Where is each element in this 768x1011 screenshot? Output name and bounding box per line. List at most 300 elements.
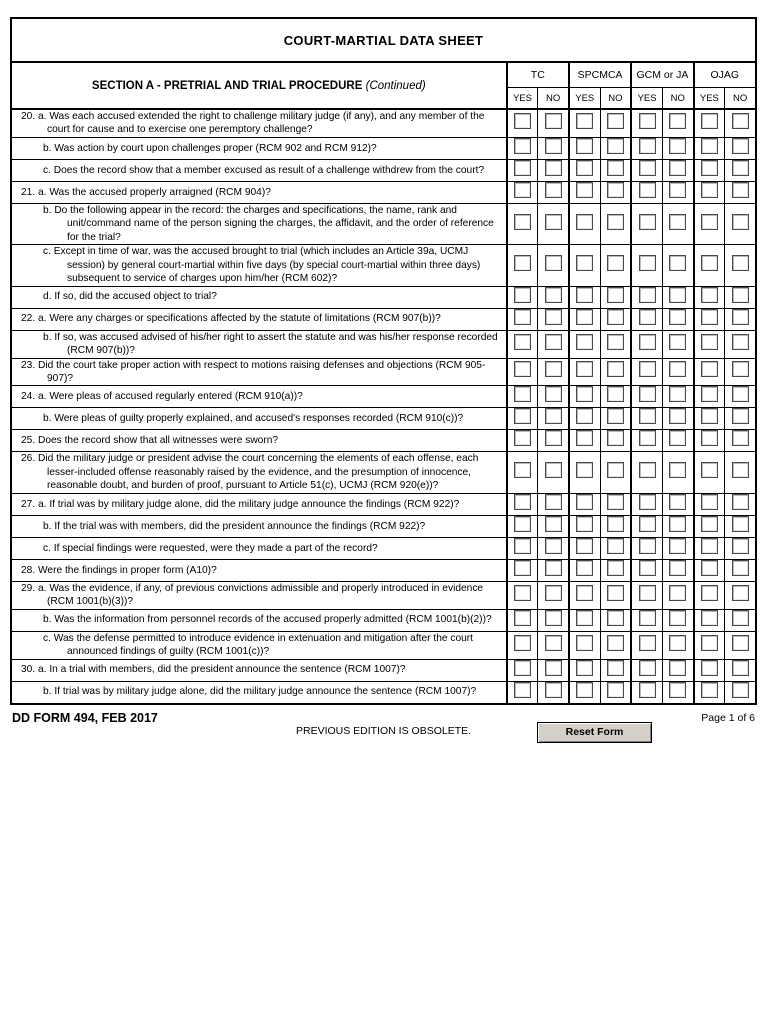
checkbox-cell-ojag-yes[interactable] xyxy=(694,408,725,430)
checkbox-ojag-yes[interactable] xyxy=(701,516,718,532)
checkbox-cell-gcm-or-ja-no[interactable] xyxy=(662,109,693,137)
checkbox-spcmca-yes[interactable] xyxy=(576,214,593,230)
checkbox-tc-yes[interactable] xyxy=(514,255,531,271)
checkbox-cell-spcmca-yes[interactable] xyxy=(569,159,600,181)
checkbox-tc-yes[interactable] xyxy=(514,361,531,377)
checkbox-cell-gcm-or-ja-no[interactable] xyxy=(662,493,693,515)
checkbox-spcmca-yes[interactable] xyxy=(576,610,593,626)
checkbox-spcmca-yes[interactable] xyxy=(576,386,593,402)
checkbox-gcm-or-ja-yes[interactable] xyxy=(639,386,656,402)
checkbox-gcm-or-ja-no[interactable] xyxy=(669,538,686,554)
checkbox-tc-yes[interactable] xyxy=(514,430,531,446)
checkbox-cell-spcmca-no[interactable] xyxy=(600,308,631,330)
checkbox-ojag-no[interactable] xyxy=(732,309,749,325)
checkbox-gcm-or-ja-yes[interactable] xyxy=(639,138,656,154)
checkbox-gcm-or-ja-no[interactable] xyxy=(669,408,686,424)
checkbox-cell-spcmca-no[interactable] xyxy=(600,137,631,159)
checkbox-cell-ojag-no[interactable] xyxy=(725,408,756,430)
checkbox-cell-ojag-no[interactable] xyxy=(725,286,756,308)
checkbox-spcmca-no[interactable] xyxy=(607,660,624,676)
checkbox-gcm-or-ja-no[interactable] xyxy=(669,214,686,230)
checkbox-cell-tc-yes[interactable] xyxy=(507,181,538,203)
checkbox-cell-ojag-no[interactable] xyxy=(725,452,756,493)
checkbox-cell-tc-no[interactable] xyxy=(538,430,569,452)
checkbox-cell-ojag-yes[interactable] xyxy=(694,308,725,330)
checkbox-cell-tc-no[interactable] xyxy=(538,631,569,659)
checkbox-spcmca-no[interactable] xyxy=(607,182,624,198)
checkbox-spcmca-yes[interactable] xyxy=(576,635,593,651)
checkbox-cell-tc-no[interactable] xyxy=(538,386,569,408)
checkbox-cell-tc-no[interactable] xyxy=(538,245,569,286)
checkbox-gcm-or-ja-no[interactable] xyxy=(669,635,686,651)
checkbox-spcmca-no[interactable] xyxy=(607,386,624,402)
checkbox-tc-yes[interactable] xyxy=(514,138,531,154)
checkbox-tc-no[interactable] xyxy=(545,462,562,478)
checkbox-cell-spcmca-no[interactable] xyxy=(600,203,631,244)
checkbox-ojag-yes[interactable] xyxy=(701,610,718,626)
checkbox-tc-no[interactable] xyxy=(545,309,562,325)
checkbox-cell-tc-no[interactable] xyxy=(538,452,569,493)
checkbox-cell-gcm-or-ja-yes[interactable] xyxy=(631,609,662,631)
checkbox-cell-tc-yes[interactable] xyxy=(507,493,538,515)
checkbox-ojag-no[interactable] xyxy=(732,334,749,350)
checkbox-cell-tc-yes[interactable] xyxy=(507,452,538,493)
checkbox-cell-gcm-or-ja-no[interactable] xyxy=(662,358,693,386)
checkbox-ojag-yes[interactable] xyxy=(701,635,718,651)
checkbox-cell-tc-yes[interactable] xyxy=(507,408,538,430)
checkbox-ojag-yes[interactable] xyxy=(701,408,718,424)
checkbox-cell-gcm-or-ja-no[interactable] xyxy=(662,330,693,358)
checkbox-cell-ojag-no[interactable] xyxy=(725,386,756,408)
checkbox-ojag-yes[interactable] xyxy=(701,361,718,377)
checkbox-cell-ojag-no[interactable] xyxy=(725,659,756,681)
checkbox-cell-gcm-or-ja-no[interactable] xyxy=(662,659,693,681)
checkbox-ojag-yes[interactable] xyxy=(701,113,718,129)
checkbox-tc-yes[interactable] xyxy=(514,660,531,676)
checkbox-tc-no[interactable] xyxy=(545,560,562,576)
checkbox-tc-no[interactable] xyxy=(545,682,562,698)
checkbox-cell-spcmca-yes[interactable] xyxy=(569,308,600,330)
checkbox-spcmca-yes[interactable] xyxy=(576,138,593,154)
checkbox-cell-gcm-or-ja-no[interactable] xyxy=(662,408,693,430)
checkbox-cell-tc-no[interactable] xyxy=(538,181,569,203)
checkbox-ojag-yes[interactable] xyxy=(701,430,718,446)
checkbox-cell-gcm-or-ja-no[interactable] xyxy=(662,537,693,559)
checkbox-spcmca-no[interactable] xyxy=(607,160,624,176)
checkbox-cell-spcmca-yes[interactable] xyxy=(569,181,600,203)
checkbox-spcmca-no[interactable] xyxy=(607,113,624,129)
checkbox-cell-spcmca-yes[interactable] xyxy=(569,245,600,286)
checkbox-cell-ojag-no[interactable] xyxy=(725,493,756,515)
checkbox-cell-gcm-or-ja-yes[interactable] xyxy=(631,408,662,430)
checkbox-tc-yes[interactable] xyxy=(514,516,531,532)
checkbox-cell-gcm-or-ja-yes[interactable] xyxy=(631,286,662,308)
checkbox-cell-spcmca-yes[interactable] xyxy=(569,631,600,659)
checkbox-tc-no[interactable] xyxy=(545,408,562,424)
checkbox-ojag-no[interactable] xyxy=(732,138,749,154)
checkbox-gcm-or-ja-no[interactable] xyxy=(669,361,686,377)
checkbox-cell-gcm-or-ja-no[interactable] xyxy=(662,159,693,181)
checkbox-cell-spcmca-yes[interactable] xyxy=(569,286,600,308)
checkbox-cell-ojag-yes[interactable] xyxy=(694,386,725,408)
checkbox-cell-tc-yes[interactable] xyxy=(507,581,538,609)
checkbox-tc-yes[interactable] xyxy=(514,309,531,325)
checkbox-spcmca-no[interactable] xyxy=(607,682,624,698)
checkbox-gcm-or-ja-yes[interactable] xyxy=(639,494,656,510)
checkbox-tc-no[interactable] xyxy=(545,585,562,601)
checkbox-tc-no[interactable] xyxy=(545,610,562,626)
checkbox-gcm-or-ja-yes[interactable] xyxy=(639,516,656,532)
checkbox-cell-ojag-no[interactable] xyxy=(725,137,756,159)
checkbox-ojag-no[interactable] xyxy=(732,585,749,601)
checkbox-cell-ojag-yes[interactable] xyxy=(694,181,725,203)
checkbox-gcm-or-ja-no[interactable] xyxy=(669,560,686,576)
checkbox-ojag-no[interactable] xyxy=(732,408,749,424)
checkbox-spcmca-no[interactable] xyxy=(607,635,624,651)
checkbox-cell-tc-yes[interactable] xyxy=(507,330,538,358)
checkbox-cell-tc-yes[interactable] xyxy=(507,559,538,581)
checkbox-gcm-or-ja-yes[interactable] xyxy=(639,560,656,576)
checkbox-ojag-no[interactable] xyxy=(732,113,749,129)
checkbox-cell-ojag-yes[interactable] xyxy=(694,109,725,137)
checkbox-gcm-or-ja-yes[interactable] xyxy=(639,160,656,176)
checkbox-tc-yes[interactable] xyxy=(514,462,531,478)
checkbox-spcmca-no[interactable] xyxy=(607,361,624,377)
checkbox-tc-no[interactable] xyxy=(545,113,562,129)
checkbox-cell-gcm-or-ja-yes[interactable] xyxy=(631,203,662,244)
checkbox-cell-spcmca-yes[interactable] xyxy=(569,386,600,408)
checkbox-ojag-no[interactable] xyxy=(732,160,749,176)
checkbox-spcmca-yes[interactable] xyxy=(576,682,593,698)
checkbox-spcmca-no[interactable] xyxy=(607,255,624,271)
checkbox-cell-tc-yes[interactable] xyxy=(507,203,538,244)
checkbox-spcmca-yes[interactable] xyxy=(576,494,593,510)
checkbox-cell-gcm-or-ja-no[interactable] xyxy=(662,515,693,537)
checkbox-ojag-yes[interactable] xyxy=(701,560,718,576)
checkbox-ojag-no[interactable] xyxy=(732,538,749,554)
checkbox-cell-ojag-no[interactable] xyxy=(725,581,756,609)
checkbox-gcm-or-ja-no[interactable] xyxy=(669,494,686,510)
checkbox-cell-ojag-no[interactable] xyxy=(725,358,756,386)
checkbox-spcmca-yes[interactable] xyxy=(576,538,593,554)
checkbox-ojag-yes[interactable] xyxy=(701,334,718,350)
checkbox-spcmca-yes[interactable] xyxy=(576,660,593,676)
checkbox-cell-tc-no[interactable] xyxy=(538,559,569,581)
checkbox-spcmca-yes[interactable] xyxy=(576,182,593,198)
checkbox-ojag-no[interactable] xyxy=(732,361,749,377)
checkbox-cell-ojag-yes[interactable] xyxy=(694,631,725,659)
checkbox-cell-gcm-or-ja-yes[interactable] xyxy=(631,631,662,659)
checkbox-cell-ojag-yes[interactable] xyxy=(694,659,725,681)
checkbox-spcmca-yes[interactable] xyxy=(576,160,593,176)
checkbox-cell-gcm-or-ja-no[interactable] xyxy=(662,430,693,452)
checkbox-ojag-yes[interactable] xyxy=(701,682,718,698)
checkbox-cell-spcmca-yes[interactable] xyxy=(569,358,600,386)
checkbox-tc-yes[interactable] xyxy=(514,182,531,198)
checkbox-cell-ojag-no[interactable] xyxy=(725,245,756,286)
checkbox-cell-tc-yes[interactable] xyxy=(507,430,538,452)
checkbox-cell-spcmca-no[interactable] xyxy=(600,515,631,537)
checkbox-tc-yes[interactable] xyxy=(514,287,531,303)
checkbox-gcm-or-ja-yes[interactable] xyxy=(639,660,656,676)
checkbox-cell-gcm-or-ja-yes[interactable] xyxy=(631,559,662,581)
checkbox-cell-ojag-yes[interactable] xyxy=(694,430,725,452)
checkbox-cell-spcmca-yes[interactable] xyxy=(569,430,600,452)
checkbox-ojag-yes[interactable] xyxy=(701,585,718,601)
checkbox-tc-no[interactable] xyxy=(545,494,562,510)
checkbox-tc-yes[interactable] xyxy=(514,160,531,176)
checkbox-ojag-yes[interactable] xyxy=(701,214,718,230)
checkbox-gcm-or-ja-no[interactable] xyxy=(669,113,686,129)
checkbox-ojag-no[interactable] xyxy=(732,214,749,230)
checkbox-cell-tc-yes[interactable] xyxy=(507,681,538,704)
checkbox-tc-yes[interactable] xyxy=(514,635,531,651)
checkbox-cell-spcmca-yes[interactable] xyxy=(569,493,600,515)
checkbox-cell-tc-no[interactable] xyxy=(538,137,569,159)
checkbox-cell-ojag-yes[interactable] xyxy=(694,537,725,559)
checkbox-cell-spcmca-no[interactable] xyxy=(600,452,631,493)
checkbox-spcmca-yes[interactable] xyxy=(576,334,593,350)
checkbox-ojag-yes[interactable] xyxy=(701,182,718,198)
checkbox-spcmca-no[interactable] xyxy=(607,138,624,154)
checkbox-cell-ojag-yes[interactable] xyxy=(694,681,725,704)
checkbox-cell-gcm-or-ja-yes[interactable] xyxy=(631,581,662,609)
checkbox-spcmca-yes[interactable] xyxy=(576,361,593,377)
checkbox-cell-spcmca-yes[interactable] xyxy=(569,559,600,581)
checkbox-tc-no[interactable] xyxy=(545,430,562,446)
checkbox-cell-spcmca-yes[interactable] xyxy=(569,609,600,631)
checkbox-cell-spcmca-yes[interactable] xyxy=(569,452,600,493)
checkbox-cell-tc-yes[interactable] xyxy=(507,631,538,659)
checkbox-spcmca-yes[interactable] xyxy=(576,255,593,271)
checkbox-cell-spcmca-no[interactable] xyxy=(600,358,631,386)
checkbox-gcm-or-ja-no[interactable] xyxy=(669,585,686,601)
checkbox-cell-tc-no[interactable] xyxy=(538,358,569,386)
checkbox-cell-ojag-yes[interactable] xyxy=(694,330,725,358)
checkbox-gcm-or-ja-no[interactable] xyxy=(669,334,686,350)
checkbox-cell-gcm-or-ja-yes[interactable] xyxy=(631,537,662,559)
checkbox-ojag-no[interactable] xyxy=(732,635,749,651)
checkbox-tc-no[interactable] xyxy=(545,214,562,230)
checkbox-cell-gcm-or-ja-yes[interactable] xyxy=(631,452,662,493)
checkbox-gcm-or-ja-yes[interactable] xyxy=(639,408,656,424)
checkbox-cell-gcm-or-ja-no[interactable] xyxy=(662,181,693,203)
checkbox-cell-gcm-or-ja-no[interactable] xyxy=(662,245,693,286)
checkbox-gcm-or-ja-yes[interactable] xyxy=(639,334,656,350)
checkbox-cell-tc-no[interactable] xyxy=(538,537,569,559)
checkbox-tc-yes[interactable] xyxy=(514,408,531,424)
checkbox-cell-tc-no[interactable] xyxy=(538,109,569,137)
checkbox-cell-tc-no[interactable] xyxy=(538,330,569,358)
checkbox-tc-no[interactable] xyxy=(545,516,562,532)
checkbox-cell-gcm-or-ja-yes[interactable] xyxy=(631,245,662,286)
checkbox-cell-ojag-yes[interactable] xyxy=(694,159,725,181)
checkbox-cell-ojag-no[interactable] xyxy=(725,308,756,330)
checkbox-gcm-or-ja-yes[interactable] xyxy=(639,682,656,698)
checkbox-gcm-or-ja-no[interactable] xyxy=(669,287,686,303)
checkbox-cell-spcmca-no[interactable] xyxy=(600,330,631,358)
checkbox-ojag-yes[interactable] xyxy=(701,138,718,154)
checkbox-cell-ojag-yes[interactable] xyxy=(694,581,725,609)
checkbox-gcm-or-ja-yes[interactable] xyxy=(639,182,656,198)
reset-form-button[interactable]: Reset Form xyxy=(537,722,652,743)
checkbox-ojag-yes[interactable] xyxy=(701,309,718,325)
checkbox-cell-spcmca-no[interactable] xyxy=(600,559,631,581)
checkbox-cell-gcm-or-ja-no[interactable] xyxy=(662,286,693,308)
checkbox-gcm-or-ja-no[interactable] xyxy=(669,610,686,626)
checkbox-cell-gcm-or-ja-yes[interactable] xyxy=(631,137,662,159)
checkbox-tc-yes[interactable] xyxy=(514,214,531,230)
checkbox-ojag-no[interactable] xyxy=(732,610,749,626)
checkbox-gcm-or-ja-no[interactable] xyxy=(669,430,686,446)
checkbox-tc-no[interactable] xyxy=(545,635,562,651)
checkbox-spcmca-no[interactable] xyxy=(607,560,624,576)
checkbox-tc-no[interactable] xyxy=(545,660,562,676)
checkbox-spcmca-no[interactable] xyxy=(607,334,624,350)
checkbox-cell-tc-yes[interactable] xyxy=(507,286,538,308)
checkbox-ojag-no[interactable] xyxy=(732,516,749,532)
checkbox-cell-tc-yes[interactable] xyxy=(507,109,538,137)
checkbox-tc-no[interactable] xyxy=(545,334,562,350)
checkbox-tc-yes[interactable] xyxy=(514,113,531,129)
checkbox-cell-tc-no[interactable] xyxy=(538,286,569,308)
checkbox-cell-spcmca-no[interactable] xyxy=(600,286,631,308)
checkbox-gcm-or-ja-no[interactable] xyxy=(669,386,686,402)
checkbox-cell-spcmca-no[interactable] xyxy=(600,159,631,181)
checkbox-cell-spcmca-no[interactable] xyxy=(600,681,631,704)
checkbox-ojag-yes[interactable] xyxy=(701,494,718,510)
checkbox-cell-gcm-or-ja-no[interactable] xyxy=(662,386,693,408)
checkbox-cell-tc-yes[interactable] xyxy=(507,358,538,386)
checkbox-tc-no[interactable] xyxy=(545,255,562,271)
checkbox-cell-gcm-or-ja-no[interactable] xyxy=(662,203,693,244)
checkbox-cell-tc-yes[interactable] xyxy=(507,515,538,537)
checkbox-spcmca-no[interactable] xyxy=(607,538,624,554)
checkbox-cell-tc-no[interactable] xyxy=(538,659,569,681)
checkbox-ojag-no[interactable] xyxy=(732,386,749,402)
checkbox-tc-no[interactable] xyxy=(545,182,562,198)
checkbox-cell-spcmca-no[interactable] xyxy=(600,537,631,559)
checkbox-cell-spcmca-no[interactable] xyxy=(600,181,631,203)
checkbox-gcm-or-ja-no[interactable] xyxy=(669,309,686,325)
checkbox-spcmca-no[interactable] xyxy=(607,516,624,532)
checkbox-tc-yes[interactable] xyxy=(514,334,531,350)
checkbox-cell-gcm-or-ja-no[interactable] xyxy=(662,609,693,631)
checkbox-ojag-yes[interactable] xyxy=(701,386,718,402)
checkbox-tc-no[interactable] xyxy=(545,160,562,176)
checkbox-ojag-no[interactable] xyxy=(732,462,749,478)
checkbox-gcm-or-ja-no[interactable] xyxy=(669,182,686,198)
checkbox-cell-spcmca-no[interactable] xyxy=(600,430,631,452)
checkbox-tc-no[interactable] xyxy=(545,538,562,554)
checkbox-spcmca-yes[interactable] xyxy=(576,430,593,446)
checkbox-tc-yes[interactable] xyxy=(514,538,531,554)
checkbox-cell-gcm-or-ja-no[interactable] xyxy=(662,681,693,704)
checkbox-ojag-yes[interactable] xyxy=(701,660,718,676)
checkbox-gcm-or-ja-no[interactable] xyxy=(669,660,686,676)
checkbox-tc-yes[interactable] xyxy=(514,585,531,601)
checkbox-ojag-no[interactable] xyxy=(732,430,749,446)
checkbox-cell-tc-yes[interactable] xyxy=(507,245,538,286)
checkbox-ojag-yes[interactable] xyxy=(701,287,718,303)
checkbox-gcm-or-ja-yes[interactable] xyxy=(639,255,656,271)
checkbox-cell-ojag-yes[interactable] xyxy=(694,559,725,581)
checkbox-ojag-yes[interactable] xyxy=(701,160,718,176)
checkbox-gcm-or-ja-yes[interactable] xyxy=(639,309,656,325)
checkbox-cell-tc-yes[interactable] xyxy=(507,609,538,631)
checkbox-cell-ojag-no[interactable] xyxy=(725,181,756,203)
checkbox-cell-spcmca-yes[interactable] xyxy=(569,330,600,358)
checkbox-spcmca-no[interactable] xyxy=(607,494,624,510)
checkbox-gcm-or-ja-yes[interactable] xyxy=(639,361,656,377)
checkbox-cell-gcm-or-ja-yes[interactable] xyxy=(631,308,662,330)
checkbox-cell-spcmca-yes[interactable] xyxy=(569,537,600,559)
checkbox-cell-ojag-yes[interactable] xyxy=(694,452,725,493)
checkbox-cell-spcmca-no[interactable] xyxy=(600,631,631,659)
checkbox-ojag-no[interactable] xyxy=(732,287,749,303)
checkbox-cell-tc-no[interactable] xyxy=(538,515,569,537)
checkbox-cell-spcmca-no[interactable] xyxy=(600,386,631,408)
checkbox-cell-tc-no[interactable] xyxy=(538,203,569,244)
checkbox-cell-spcmca-no[interactable] xyxy=(600,109,631,137)
checkbox-tc-no[interactable] xyxy=(545,287,562,303)
checkbox-cell-ojag-no[interactable] xyxy=(725,330,756,358)
checkbox-gcm-or-ja-no[interactable] xyxy=(669,462,686,478)
checkbox-spcmca-no[interactable] xyxy=(607,430,624,446)
checkbox-gcm-or-ja-yes[interactable] xyxy=(639,538,656,554)
checkbox-spcmca-yes[interactable] xyxy=(576,287,593,303)
checkbox-spcmca-no[interactable] xyxy=(607,214,624,230)
checkbox-cell-gcm-or-ja-no[interactable] xyxy=(662,452,693,493)
checkbox-cell-ojag-no[interactable] xyxy=(725,109,756,137)
checkbox-cell-ojag-no[interactable] xyxy=(725,609,756,631)
checkbox-ojag-yes[interactable] xyxy=(701,462,718,478)
checkbox-cell-spcmca-yes[interactable] xyxy=(569,408,600,430)
checkbox-ojag-no[interactable] xyxy=(732,255,749,271)
checkbox-cell-tc-yes[interactable] xyxy=(507,659,538,681)
checkbox-cell-gcm-or-ja-yes[interactable] xyxy=(631,358,662,386)
checkbox-cell-gcm-or-ja-no[interactable] xyxy=(662,581,693,609)
checkbox-cell-tc-yes[interactable] xyxy=(507,386,538,408)
checkbox-cell-ojag-yes[interactable] xyxy=(694,358,725,386)
checkbox-cell-spcmca-yes[interactable] xyxy=(569,137,600,159)
checkbox-cell-gcm-or-ja-no[interactable] xyxy=(662,631,693,659)
checkbox-gcm-or-ja-no[interactable] xyxy=(669,160,686,176)
checkbox-gcm-or-ja-yes[interactable] xyxy=(639,585,656,601)
checkbox-cell-gcm-or-ja-no[interactable] xyxy=(662,559,693,581)
checkbox-cell-spcmca-no[interactable] xyxy=(600,245,631,286)
checkbox-tc-yes[interactable] xyxy=(514,386,531,402)
checkbox-cell-spcmca-yes[interactable] xyxy=(569,109,600,137)
checkbox-cell-spcmca-yes[interactable] xyxy=(569,681,600,704)
checkbox-cell-spcmca-no[interactable] xyxy=(600,609,631,631)
checkbox-tc-no[interactable] xyxy=(545,386,562,402)
checkbox-cell-spcmca-no[interactable] xyxy=(600,493,631,515)
checkbox-spcmca-no[interactable] xyxy=(607,610,624,626)
checkbox-gcm-or-ja-yes[interactable] xyxy=(639,214,656,230)
checkbox-ojag-no[interactable] xyxy=(732,682,749,698)
checkbox-cell-ojag-no[interactable] xyxy=(725,559,756,581)
checkbox-spcmca-yes[interactable] xyxy=(576,309,593,325)
checkbox-spcmca-no[interactable] xyxy=(607,408,624,424)
checkbox-ojag-no[interactable] xyxy=(732,494,749,510)
checkbox-spcmca-no[interactable] xyxy=(607,287,624,303)
checkbox-gcm-or-ja-yes[interactable] xyxy=(639,287,656,303)
checkbox-cell-ojag-no[interactable] xyxy=(725,537,756,559)
checkbox-cell-spcmca-no[interactable] xyxy=(600,408,631,430)
checkbox-cell-tc-no[interactable] xyxy=(538,609,569,631)
checkbox-spcmca-yes[interactable] xyxy=(576,585,593,601)
